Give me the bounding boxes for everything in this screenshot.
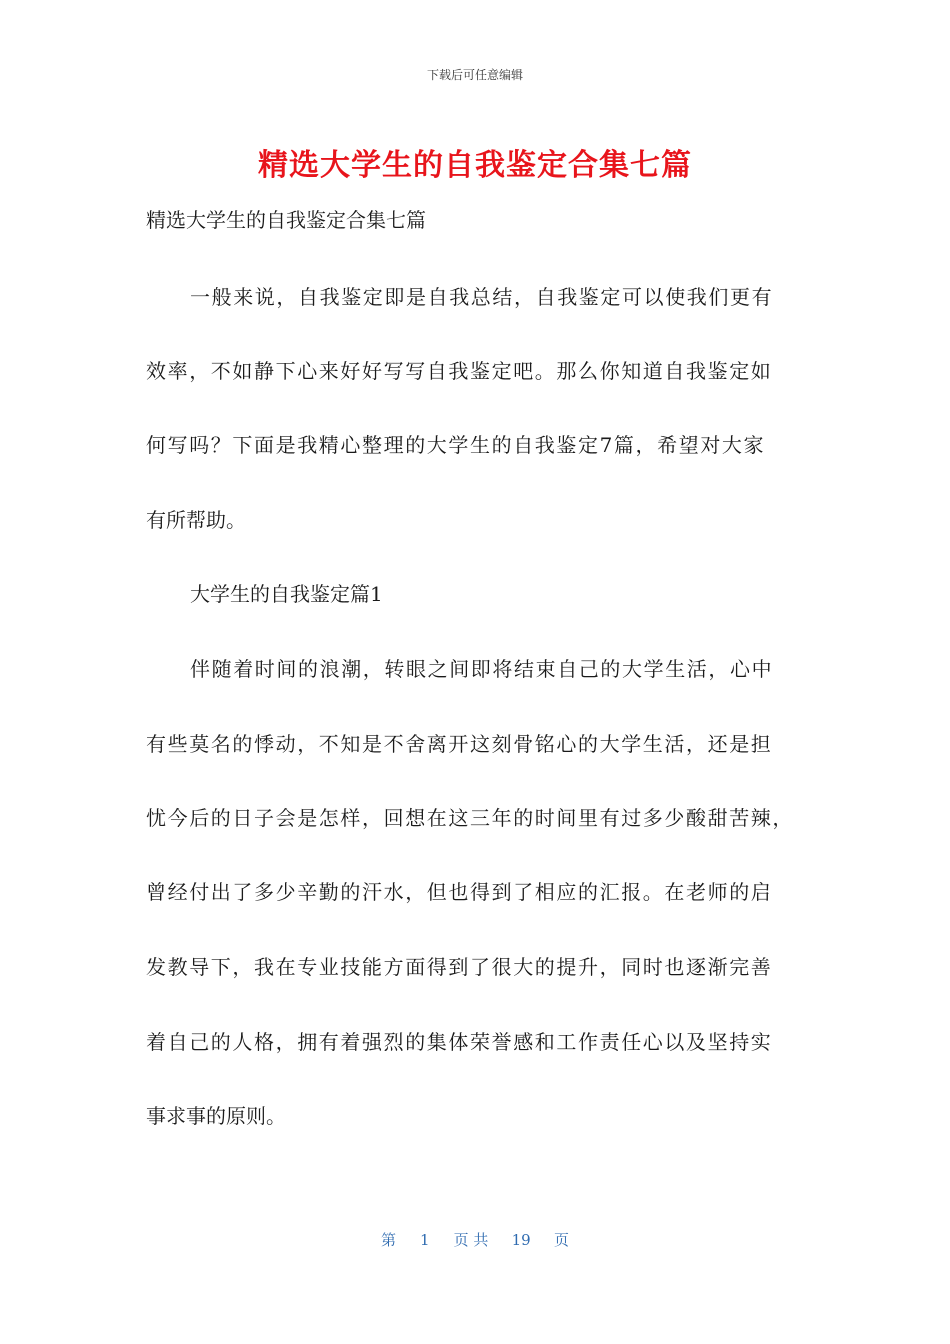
current-page-number: 1 <box>420 1231 430 1249</box>
intro-line: 何写吗？下面是我精心整理的大学生的自我鉴定7篇，希望对大家 <box>146 433 766 457</box>
document-title: 精选大学生的自我鉴定合集七篇 <box>258 148 692 183</box>
intro-line: 有所帮助。 <box>146 508 246 532</box>
body-line: 伴随着时间的浪潮，转眼之间即将结束自己的大学生活，心中 <box>190 657 774 681</box>
body-line: 曾经付出了多少辛勤的汗水，但也得到了相应的汇报。在老师的启 <box>146 880 773 904</box>
body-line: 事求事的原则。 <box>146 1104 286 1128</box>
footer-mid: 页 共 <box>453 1231 489 1249</box>
footer-suffix: 页 <box>553 1231 569 1249</box>
total-pages-number: 19 <box>511 1231 531 1249</box>
body-line: 发教导下，我在专业技能方面得到了很大的提升，同时也逐渐完善 <box>146 955 773 979</box>
page-footer <box>0 1229 950 1250</box>
intro-line: 一般来说，自我鉴定即是自我总结，自我鉴定可以使我们更有 <box>190 285 774 309</box>
header-note: 下载后可任意编辑 <box>426 68 523 82</box>
section-heading: 大学生的自我鉴定篇1 <box>190 582 383 606</box>
document-subtitle: 精选大学生的自我鉴定合集七篇 <box>146 208 426 232</box>
body-line: 忧今后的日子会是怎样，回想在这三年的时间里有过多少酸甜苦辣， <box>146 806 794 830</box>
intro-line: 效率，不如静下心来好好写写自我鉴定吧。那么你知道自我鉴定如 <box>146 359 773 383</box>
footer-prefix: 第 <box>381 1231 397 1249</box>
body-line: 着自己的人格，拥有着强烈的集体荣誉感和工作责任心以及坚持实 <box>146 1030 773 1054</box>
body-line: 有些莫名的悸动，不知是不舍离开这刻骨铭心的大学生活，还是担 <box>146 732 773 756</box>
